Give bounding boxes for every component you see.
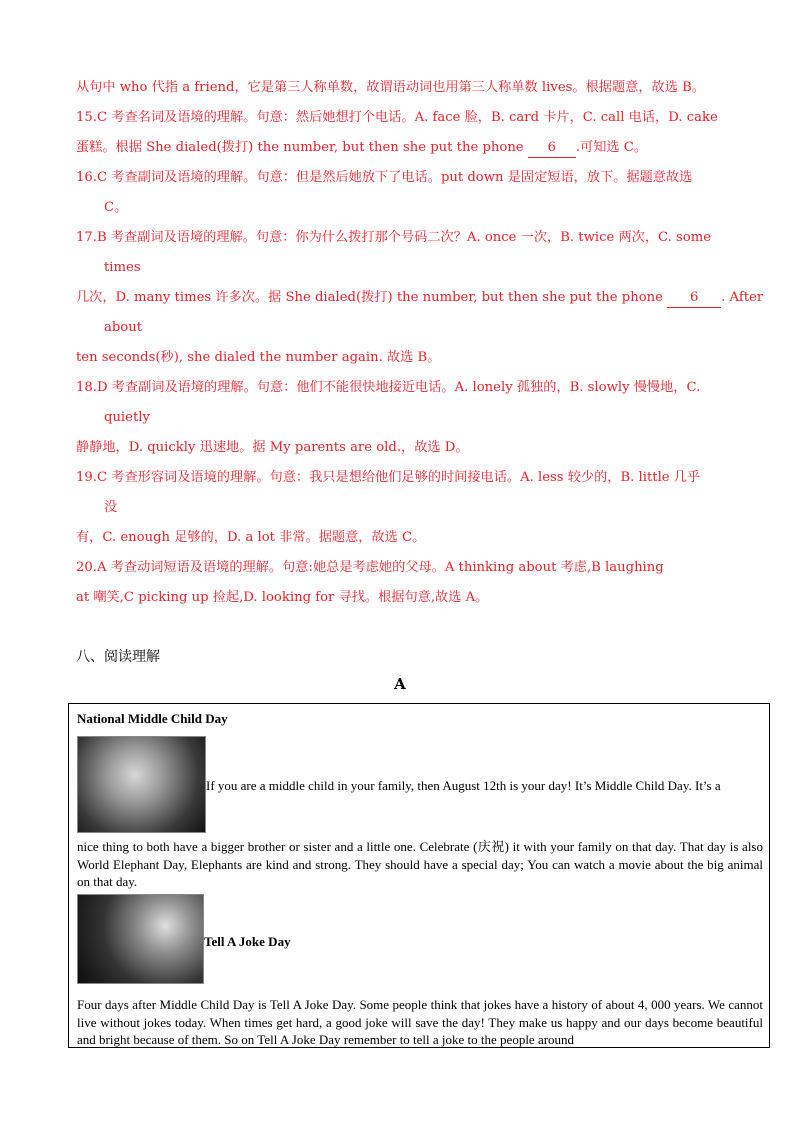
answer-17-line5: ten seconds(秒), she dialed the number again. 故选 B。: [76, 350, 441, 365]
answer-17-line3: 几次，D. many times 许多次。据 She dialed(拨打) the number, but then she put the phone 6 . After: [76, 283, 728, 313]
answer-19-line1: 19.C 考查形容词及语境的理解。句意：我只是想给他们足够的时间接电话。A. less 较少的，B. little 几乎: [76, 470, 701, 485]
paragraph-1-start: If you are a middle child in your family, then August 12th is your day! It’s Middle Child Day. It’s a: [206, 778, 721, 793]
answer-19-line3: 有，C. enough 足够的，D. a lot 非常。据题意，故选 C。: [76, 530, 426, 545]
answer-18-line2: quietly: [104, 410, 150, 425]
answer-18-line1: 18.D 考查副词及语境的理解。句意：他们不能很快地接近电话。A. lonely 孤独的，B. slowly 慢慢地，C.: [76, 380, 701, 395]
paragraph-2: Four days after Middle Child Day is Tell A Joke Day. Some people think that jokes have a history of about 4, 000 years. We cannot live without jokes today. When times get hard, a good joke will save the day! They make us happy and our days become beautiful and bright because of them. So on Tell A Joke Day remember to tell a joke to the people around: [77, 997, 763, 1047]
paragraph-1: nice thing to both have a bigger brother or sister and a little one. Celebrate (庆祝) it with your family on that day. That day is also World Elephant Day, Elephants are kind and strong. They should have a special day; You can watch a movie about the big animal on that day.: [77, 839, 763, 889]
section-title: 八、阅读理解: [76, 649, 160, 665]
answer-20-line1: 20.A 考查动词短语及语境的理解。句意:她总是考虑她的父母。A thinking about 考虑,B laughing: [76, 560, 664, 575]
answer-17-line4: about: [104, 320, 143, 335]
blank-6: 6: [528, 139, 576, 158]
blank-6: 6: [667, 289, 721, 308]
heading-tell-a-joke-day: Tell A Joke Day: [204, 934, 291, 949]
answer-17-line2: times: [104, 260, 141, 275]
photo-joke-image: [77, 894, 204, 984]
passage-label: A: [394, 675, 406, 693]
answer-19-line2: 没: [104, 500, 118, 515]
answer-17-line1: 17.B 考查副词及语境的理解。句意：你为什么拨打那个号码二次？A. once 一次，B. twice 两次，C. some: [76, 230, 712, 245]
answer-explanations: [76, 73, 764, 613]
answer-16-line2: C。: [104, 200, 128, 215]
heading-middle-child-day: National Middle Child Day: [77, 711, 228, 726]
answer-16-line1: 16.C 考查副词及语境的理解。句意：但是然后她放下了电话。put down 是固定短语，放下。据题意故选: [76, 170, 693, 185]
answer-15-line1: 15.C 考查名词及语境的理解。句意：然后她想打个电话。A. face 脸，B. card 卡片，C. call 电话，D. cake: [76, 110, 718, 125]
answer-15-line2: 蛋糕。根据 She dialed(拨打) the number, but then she put the phone 6 .可知选 C。: [76, 133, 728, 163]
answer-20-line2: at 嘲笑,C picking up 捡起,D. looking for 寻找。根据句意,故选 A。: [76, 590, 489, 605]
answer-intro: 从句中 who 代指 a friend，它是第三人称单数，故谓语动词也用第三人称单数 lives。根据题意，故选 B。: [76, 80, 705, 95]
answer-18-line3: 静静地，D. quickly 迅速地。据 My parents are old.，故选 D。: [76, 440, 469, 455]
photo-boy-image: [77, 736, 206, 833]
reading-passage-box: [68, 703, 770, 1048]
